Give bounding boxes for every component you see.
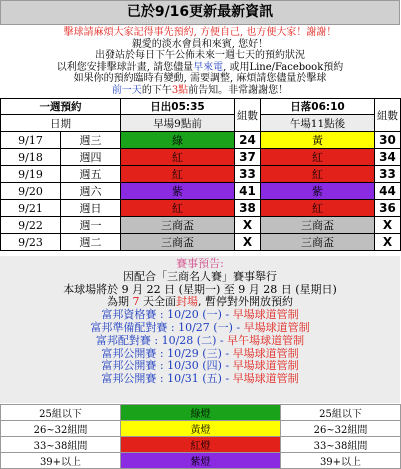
event-item-note: 早場球道管制 — [232, 308, 299, 322]
schedule-day: 週日 — [61, 200, 121, 217]
schedule-afternoon-count: X — [375, 234, 401, 251]
event-item-note: 早場球道管制 — [232, 346, 299, 360]
schedule-header-row-1 — [1, 99, 401, 115]
schedule-afternoon-count: 44 — [375, 183, 401, 200]
schedule-morning-count: 33 — [235, 166, 261, 183]
notice-line-6 — [0, 85, 400, 97]
notice-call-early: 早來電 — [193, 61, 224, 73]
schedule-date: 9/23 — [1, 234, 61, 251]
schedule-morning-count: 38 — [235, 200, 261, 217]
schedule-row — [1, 149, 401, 166]
schedule-morning-status: 紅 — [121, 166, 235, 183]
schedule-day: 週四 — [61, 149, 121, 166]
legend-row — [1, 421, 401, 437]
schedule-day: 週二 — [61, 234, 121, 251]
header-morning: 早場9點前 — [121, 115, 235, 132]
notice-line-4a: 以利您安排擊球計畫, 請您儘量 — [56, 61, 194, 73]
events-closure: 封場 — [176, 295, 198, 309]
notice-line-3: 出發站於每日下午公佈未來一週七天的預約狀況 — [95, 50, 305, 62]
header-date: 日期 — [1, 115, 121, 132]
schedule-table — [0, 98, 401, 251]
header-sunset: 日落06:10 — [261, 99, 375, 115]
notice-line-2: 親愛的淡水會員和來賓, 您好！ — [131, 38, 269, 50]
schedule-morning-count: X — [235, 217, 261, 234]
events-days: 7 — [132, 295, 140, 309]
header-afternoon: 午場11點後 — [261, 115, 375, 132]
event-item-name: 富邦公開賽 : 10/30 (四) - — [101, 359, 233, 373]
schedule-date: 9/22 — [1, 217, 61, 234]
schedule-row — [1, 217, 401, 234]
event-items — [0, 309, 400, 386]
event-item-note: 早場球道管制 — [243, 320, 310, 334]
legend-color-label: 黃燈 — [121, 421, 281, 437]
schedule-row — [1, 200, 401, 217]
schedule-row — [1, 183, 401, 200]
event-item-name: 富邦資格賽 : 10/20 (一) - — [101, 308, 233, 322]
legend-range-left: 33~38組間 — [1, 437, 121, 453]
schedule-row — [1, 234, 401, 251]
legend-color-label: 綠燈 — [121, 405, 281, 421]
schedule-afternoon-status: 紅 — [261, 166, 375, 183]
schedule-afternoon-status: 三商盃 — [261, 217, 375, 234]
notice-line-1: 擊球請麻煩大家記得事先預約, 方便自己, 也方便大家！謝謝！ — [63, 27, 337, 38]
legend-body — [1, 405, 401, 469]
schedule-afternoon-status: 紅 — [261, 200, 375, 217]
schedule-afternoon-status: 紫 — [261, 183, 375, 200]
schedule-date: 9/20 — [1, 183, 61, 200]
schedule-morning-status: 紅 — [121, 149, 235, 166]
schedule-morning-count: 24 — [235, 132, 261, 149]
events-line-3a: 為期 — [107, 295, 133, 309]
event-item-note: 早場球道管制 — [232, 372, 299, 386]
page-title: 已於9/16更新最新資訊 — [0, 0, 400, 25]
events-line-1: 因配合「三商名人賽」賽事舉行 — [123, 269, 277, 283]
event-item-note: 早場球道管制 — [232, 359, 299, 373]
schedule-morning-status: 三商盃 — [121, 234, 235, 251]
schedule-afternoon-count: X — [375, 217, 401, 234]
schedule-morning-count: 41 — [235, 183, 261, 200]
schedule-date: 9/17 — [1, 132, 61, 149]
legend-color-label: 紅燈 — [121, 437, 281, 453]
legend-range-right: 26~32組間 — [281, 421, 401, 437]
notice-line-6b: 的下午 — [141, 84, 172, 96]
schedule-afternoon-count: 30 — [375, 132, 401, 149]
notice-3pm: 3點 — [171, 84, 189, 96]
events-line-2: 本球場將於 9 月 22 日 (星期一) 至 9 月 28 日 (星期日) — [63, 282, 337, 296]
schedule-day: 週五 — [61, 166, 121, 183]
event-item — [0, 373, 400, 386]
schedule-afternoon-count: 34 — [375, 149, 401, 166]
legend-table — [0, 404, 401, 469]
events-line-3e: , 暫停對外開放預約 — [198, 295, 293, 309]
notice-line-4c: , 或用Line/Facebook預約 — [223, 61, 344, 73]
legend-range-left: 25組以下 — [1, 405, 121, 421]
event-item-name: 富邦公開賽 : 10/29 (三) - — [101, 346, 233, 360]
schedule-day: 週一 — [61, 217, 121, 234]
schedule-morning-status: 紅 — [121, 200, 235, 217]
schedule-morning-status: 三商盃 — [121, 217, 235, 234]
event-item-name: 富邦配對賽 : 10/28 (二) - — [95, 333, 228, 347]
schedule-date: 9/18 — [1, 149, 61, 166]
schedule-header-row-2 — [1, 115, 401, 132]
event-item-name: 富邦公開賽 : 10/31 (五) - — [101, 372, 233, 386]
events-line-3c: 天全面 — [139, 295, 176, 309]
legend-range-right: 25組以下 — [281, 405, 401, 421]
schedule-body — [1, 132, 401, 251]
header-groups-am: 組數 — [235, 99, 261, 132]
event-item-name: 富邦準備配對賽 : 10/27 (一) - — [90, 320, 244, 334]
schedule-afternoon-count: 33 — [375, 166, 401, 183]
header-week: 一週預約 — [1, 99, 121, 115]
schedule-afternoon-status: 三商盃 — [261, 234, 375, 251]
schedule-morning-count: X — [235, 234, 261, 251]
schedule-date: 9/19 — [1, 166, 61, 183]
notice-line-4 — [0, 62, 400, 74]
header-sunrise: 日出05:35 — [121, 99, 235, 115]
header-groups-pm: 組數 — [375, 99, 401, 132]
legend-range-right: 39+以上 — [281, 453, 401, 469]
notice-line-6d: 前告知。非常謝謝您！ — [188, 84, 289, 96]
notice-line-5: 如果你的預約臨時有變動, 需要調整, 麻煩請您儘量於擊球 — [73, 73, 327, 85]
legend-range-left: 39+以上 — [1, 453, 121, 469]
events-heading: 賽事預告: — [176, 257, 224, 270]
notice-day-before: 前一天 — [111, 84, 142, 96]
schedule-afternoon-count: 36 — [375, 200, 401, 217]
schedule-row — [1, 166, 401, 183]
schedule-row — [1, 132, 401, 149]
schedule-afternoon-status: 黃 — [261, 132, 375, 149]
legend-row — [1, 453, 401, 469]
notice-box — [0, 26, 400, 96]
schedule-morning-status: 綠 — [121, 132, 235, 149]
schedule-date: 9/21 — [1, 200, 61, 217]
schedule-day: 週六 — [61, 183, 121, 200]
event-notice — [0, 256, 400, 403]
legend-row — [1, 405, 401, 421]
legend-color-label: 紫燈 — [121, 453, 281, 469]
schedule-morning-count: 37 — [235, 149, 261, 166]
event-item-note: 早午場球道管制 — [227, 333, 305, 347]
legend-range-right: 33~38組間 — [281, 437, 401, 453]
schedule-day: 週三 — [61, 132, 121, 149]
legend-row — [1, 437, 401, 453]
schedule-morning-status: 紫 — [121, 183, 235, 200]
legend-range-left: 26~32組間 — [1, 421, 121, 437]
schedule-afternoon-status: 紅 — [261, 149, 375, 166]
